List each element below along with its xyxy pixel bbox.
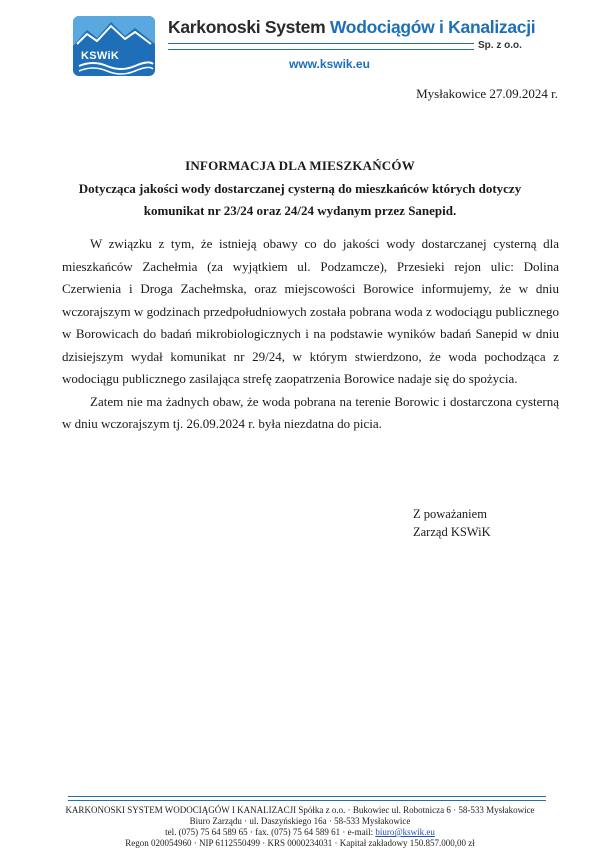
document-subtitle <box>0 178 600 222</box>
document-date: Mysłakowice 27.09.2024 r. <box>416 86 558 101</box>
footer-phone-fax: tel. (075) 75 64 589 65 · fax. (075) 75 64 589 61 · e-mail: <box>165 827 376 837</box>
footer-registry-line: Regon 020054960 · NIP 6112550499 · KRS 0000234031 · Kapitał zakładowy 150.857.000,00 zł <box>125 838 475 848</box>
footer-contact-line <box>0 827 600 838</box>
company-logo <box>73 16 155 76</box>
signature-greeting: Z poważaniem <box>413 507 487 521</box>
document-body <box>62 233 559 436</box>
company-name-part1: Karkonoski System <box>168 17 330 37</box>
company-name <box>168 17 535 38</box>
website-link[interactable]: www.kswik.eu <box>289 57 370 71</box>
footer-office-line: Biuro Zarządu · ul. Daszyńskiego 16a · 58-533 Mysłakowice <box>189 816 411 826</box>
footer-company-line: KARKONOSKI SYSTEM WODOCIĄGÓW I KANALIZACJI Spółka z o.o. · Bukowiec ul. Robotnicza 6 · 58-533 Mysłakowice <box>65 805 535 815</box>
logo-text: KSWiK <box>81 50 120 62</box>
signature-signer: Zarząd KSWiK <box>413 525 491 539</box>
document-title: INFORMACJA DLA MIESZKAŃCÓW <box>185 158 415 173</box>
document-subtitle-text: Dotycząca jakości wody dostarczanej cysterną do mieszkańców których dotyczy komunikat nr 23/24 oraz 24/24 wydanym przez Sanepid. <box>78 181 522 218</box>
company-suffix: Sp. z o.o. <box>478 40 522 51</box>
footer <box>0 805 600 849</box>
body-paragraph-1: W związku z tym, że istnieją obawy co do jakości wody dostarczanej cysterną dla mieszkańców Zachełmia (za wyjątkiem ul. Podzamcze), Przesieki rejon ulic: Dolina Czerwienia i Droga Zachełmska, oraz miejscowości Borowice informujemy, że w dniu wczorajszym w godzinach przedpołudniowych została pobrana woda z wodociągu publicznego w Borowicach do badań mikrobiologicznych i na podstawie wyników badań Sanepid w dniu dzisiejszym wydał komunikat nr 29/24, w którym stwierdzono, że woda pochodząca z wodociągu publicznego zasilająca strefę zaopatrzenia Borowice nadaje się do spożycia. <box>62 236 559 386</box>
signature-block <box>413 505 491 541</box>
mountain-wave-icon <box>73 16 155 76</box>
company-name-part2: Wodociągów i Kanalizacji <box>329 17 536 37</box>
footer-email-link[interactable]: biuro@kswik.eu <box>375 827 435 837</box>
body-paragraph-2: Zatem nie ma żadnych obaw, że woda pobrana na terenie Borowic i dostarczona cysterną w dniu wczorajszym tj. 26.09.2024 r. była niezdatna do picia. <box>62 393 559 431</box>
header-divider <box>168 43 474 50</box>
footer-divider <box>68 796 546 801</box>
